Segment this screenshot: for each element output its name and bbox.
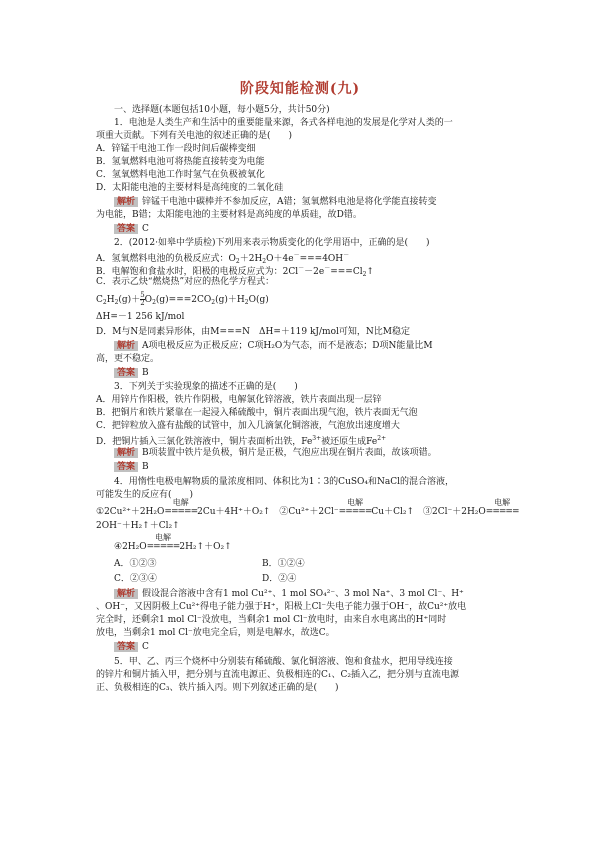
q1-stem-line2: 项重大贡献。下列有关电池的叙述正确的是( ) bbox=[96, 131, 293, 141]
q4-answer: 答案 C bbox=[114, 641, 149, 653]
page-title: 阶段知能检测(九) bbox=[239, 81, 361, 97]
q1-analysis-line1: 解析 锌锰干电池中碳棒并不参加反应，A错；氢氧燃料电池是将化学能直接转变 bbox=[114, 196, 437, 208]
q5-stem-line1: 5．甲、乙、丙三个烧杯中分别装有稀硫酸、氯化铜溶液、饱和食盐水，把用导线连接 bbox=[114, 657, 453, 667]
q3-analysis: 解析 B项装置中铁片是负极，铜片是正极，气泡应出现在铜片表面，故该项错。 bbox=[114, 447, 437, 459]
q3-answer: 答案 B bbox=[114, 461, 149, 473]
q3-option-c: C．把锌粒放入盛有盐酸的试管中，加入几滴氯化铜溶液，气泡放出速度增大 bbox=[96, 421, 400, 431]
answer-tag: 答案 bbox=[114, 462, 138, 472]
q1-analysis-line2: 为电能，B错；太阳能电池的主要材料是高纯度的单质硅，故D错。 bbox=[96, 210, 362, 220]
fraction-five-halves: $\frac{5}{2}$ bbox=[140, 291, 145, 307]
q2-answer: 答案 B bbox=[114, 367, 149, 379]
q2-option-b: B．电解饱和食盐水时，阳极的电极反应式为：$2Cl^--2e^-===Cl_2↑$ bbox=[96, 265, 374, 278]
q2-option-d: D．M与N是同素异形体，由M===N ΔH=＋119 kJ/mol可知，N比M稳定 bbox=[96, 327, 410, 337]
q1-answer: 答案 C bbox=[114, 223, 149, 235]
q4-stem-line1: 4．用惰性电极电解物质的量浓度相同、体积比为1∶3的CuSO₄和NaCl的混合溶液， bbox=[114, 477, 455, 487]
q3-option-d: D．把铜片插入三氯化铁溶液中，铜片表面析出铁，$Fe^{3+}$被还原生成$Fe^{2+}$ bbox=[96, 435, 387, 447]
q2-analysis-line1: 解析 A项电极反应为正极反应；C项H₂O为气态，而不是液态；D项N能量比M bbox=[114, 340, 433, 352]
q2-option-c: C．表示乙炔“燃烧热”对应的热化学方程式： bbox=[96, 277, 275, 287]
q4-analysis-line2: 、OH⁻，又因阴极上Cu²⁺得电子能力强于H⁺，阳极上Cl⁻失电子能力强于OH⁻，故Cu²⁺放电 bbox=[96, 602, 467, 612]
analysis-tag: 解析 bbox=[114, 341, 138, 351]
q4-stem-line2: 可能发生的反应有( ) bbox=[96, 490, 194, 500]
q4-analysis-line3: 完全时，还剩余1 mol Cl⁻没放电，当剩余1 mol Cl⁻放电时，由来自水电离出的H⁺同时 bbox=[96, 615, 447, 625]
q4-reactions-line1: ①2Cu²⁺＋2H₂O 电解 =====2Cu＋4H⁺＋O₂↑ ②Cu²⁺＋2Cl⁻ 电解 =====Cu＋Cl₂↑ ③2Cl⁻＋2H₂O 电解 ===== bbox=[96, 498, 519, 517]
analysis-tag: 解析 bbox=[114, 448, 138, 458]
q3-option-a: A．用锌片作阳极，铁片作阴极，电解氯化锌溶液，铁片表面出现一层锌 bbox=[96, 395, 382, 405]
q2-delta-h: ΔH=－1 256 kJ/mol bbox=[96, 312, 185, 322]
electrolysis-arrow: 电解 ===== bbox=[164, 498, 198, 517]
q4-analysis-line4: 放电，当剩余1 mol Cl⁻放电完全后，则是电解水，故选C。 bbox=[96, 628, 335, 638]
q1-option-b: B．氢氧燃料电池可将热能直接转变为电能 bbox=[96, 157, 265, 167]
q4-option-b: B．①②④ bbox=[262, 559, 305, 569]
answer-tag: 答案 bbox=[114, 642, 138, 652]
analysis-tag: 解析 bbox=[114, 197, 138, 207]
analysis-tag: 解析 bbox=[114, 589, 138, 599]
q2-thermo-equation: $C_2H_2(g)+$ $\frac{5}{2}$ $O_2(g)===2CO_2(g)+H_2O(g)$ bbox=[96, 291, 269, 307]
q1-option-c: C．氢氧燃料电池工作时氢气在负极被氧化 bbox=[96, 170, 265, 180]
q4-option-c: C．②③④ bbox=[114, 574, 157, 584]
q3-option-b: B．把铜片和铁片紧靠在一起浸入稀硫酸中，铜片表面出现气泡，铁片表面无气泡 bbox=[96, 408, 418, 418]
electrolysis-arrow: 电解 ===== bbox=[485, 498, 519, 517]
q5-stem-line2: 的锌片和铜片插入甲，把分别与直流电源正、负极相连的C₁、C₂插入乙，把分别与直流电源 bbox=[96, 670, 459, 680]
electrolysis-arrow: 电解 ===== bbox=[146, 533, 180, 552]
q4-reaction-4: ④2H₂O 电解 =====2H₂↑＋O₂↑ bbox=[114, 533, 232, 552]
electrolysis-arrow: 电解 ===== bbox=[338, 498, 372, 517]
q2-analysis-line2: 高，更不稳定。 bbox=[96, 354, 160, 364]
q1-option-d: D．太阳能电池的主要材料是高纯度的二氧化硅 bbox=[96, 183, 284, 193]
q4-option-d: D．②④ bbox=[262, 574, 297, 584]
answer-tag: 答案 bbox=[114, 368, 138, 378]
q5-stem-line3: 正、负极相连的C₃、铁片插入丙。则下列叙述正确的是( ) bbox=[96, 683, 339, 693]
answer-tag: 答案 bbox=[114, 224, 138, 234]
q4-option-a: A．①②③ bbox=[114, 559, 157, 569]
q3-stem: 3．下列关于实验现象的描述不正确的是( ) bbox=[114, 382, 298, 392]
q2-option-a: A．氢氧燃料电池的负极反应式：$O_2+2H_2O+4e^-===4OH^-$ bbox=[96, 252, 350, 265]
q4-analysis-line1: 解析 假设混合溶液中含有1 mol Cu²⁺、1 mol SO₄²⁻、3 mol Na⁺、3 mol Cl⁻、H⁺ bbox=[114, 588, 464, 600]
section-header: 一、选择题(本题包括10小题，每小题5分，共计50分) bbox=[114, 105, 330, 115]
q1-stem-line1: 1．电池是人类生产和生活中的重要能量来源，各式各样电池的发展是化学对人类的一 bbox=[114, 118, 453, 128]
q1-option-a: A．锌锰干电池工作一段时间后碳棒变细 bbox=[96, 144, 256, 154]
q4-reactions-line2: 2OH⁻＋H₂↑＋Cl₂↑ bbox=[96, 521, 180, 531]
q2-stem: 2．(2012·如皋中学质检)下列用来表示物质变化的化学用语中，正确的是( ) bbox=[114, 238, 430, 248]
